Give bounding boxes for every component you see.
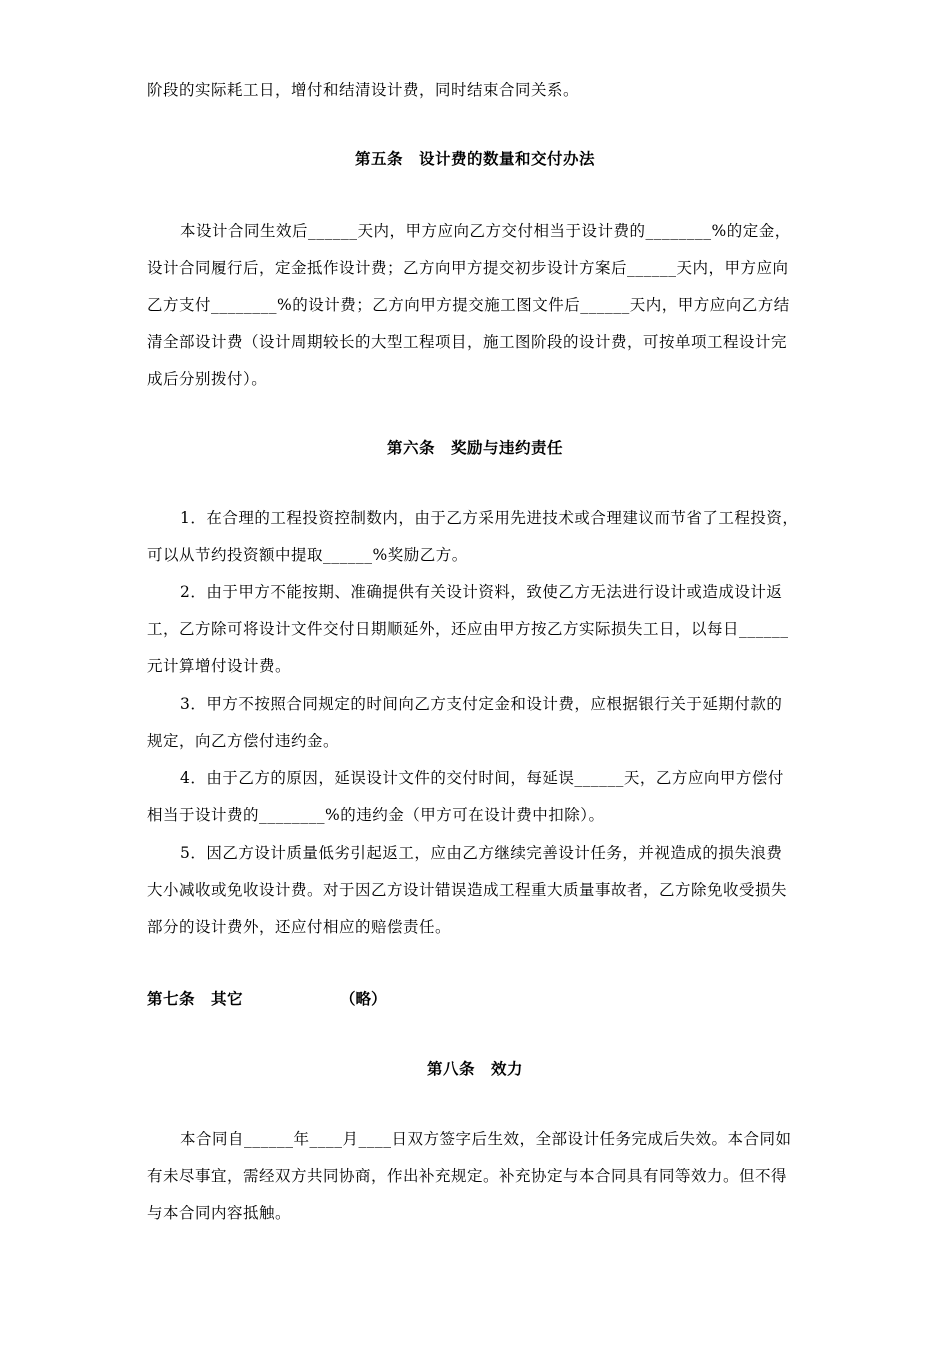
article-6-item-3-line-1: 3．甲方不按照合同规定的时间向乙方支付定金和设计费，应根据银行关于延期付款的 <box>180 695 783 713</box>
article-6-item-5-line-3: 部分的设计费外，还应付相应的赔偿责任。 <box>147 918 452 936</box>
article-7-title: 第七条 其它 <box>147 989 244 1008</box>
article-8-line-3: 与本合同内容抵触。 <box>147 1204 292 1222</box>
article-8-title: 第八条 效力 <box>426 1059 523 1078</box>
article-6-item-4-line-2: 相当于设计费的________%的违约金（甲方可在设计费中扣除）。 <box>147 806 605 824</box>
article-6-item-5-line-1: 5．因乙方设计质量低劣引起返工，应由乙方继续完善设计任务，并视造成的损失浪费 <box>180 844 783 862</box>
article-7-note: （略） <box>340 989 387 1008</box>
article-8-line-2: 有未尽事宜，需经双方共同协商，作出补充规定。补充协定与本合同具有同等效力。但不得 <box>147 1167 788 1185</box>
article-6-item-4-line-1: 4．由于乙方的原因，延误设计文件的交付时间，每延误______天，乙方应向甲方偿付 <box>180 769 784 787</box>
article-6-item-2-line-2: 工，乙方除可将设计文件交付日期顺延外，还应由甲方按乙方实际损失工日，以每日______ <box>147 620 789 638</box>
article-5-title: 第五条 设计费的数量和交付办法 <box>354 149 595 168</box>
article-5-line-3: 乙方支付________%的设计费；乙方向甲方提交施工图文件后______天内，甲方应向乙方结 <box>147 296 790 314</box>
article-8-line-1: 本合同自______年____月____日双方签字后生效，全部设计任务完成后失效。本合同如 <box>180 1130 792 1148</box>
article-6-title: 第六条 奖励与违约责任 <box>386 438 563 457</box>
article-6-item-2-line-1: 2．由于甲方不能按期、准确提供有关设计资料，致使乙方无法进行设计或造成设计返 <box>180 583 783 601</box>
article-5-line-1: 本设计合同生效后______天内，甲方应向乙方交付相当于设计费的________%的定金， <box>180 222 791 240</box>
article-6-item-3-line-2: 规定，向乙方偿付违约金。 <box>147 732 340 750</box>
continuation-text: 阶段的实际耗工日，增付和结清设计费，同时结束合同关系。 <box>147 81 580 99</box>
article-6-item-1-line-1: 1．在合理的工程投资控制数内，由于乙方采用先进技术或合理建议而节省了工程投资， <box>180 509 799 527</box>
article-5-line-5: 成后分别拨付）。 <box>147 370 268 388</box>
article-5-line-2: 设计合同履行后，定金抵作设计费；乙方向甲方提交初步设计方案后______天内，甲方应向 <box>147 259 789 277</box>
article-6-item-2-line-3: 元计算增付设计费。 <box>147 657 292 675</box>
article-6-item-1-line-2: 可以从节约投资额中提取______%奖励乙方。 <box>147 546 468 564</box>
article-5-line-4: 清全部设计费（设计周期较长的大型工程项目，施工图阶段的设计费，可按单项工程设计完 <box>147 333 788 351</box>
article-6-item-5-line-2: 大小减收或免收设计费。对于因乙方设计错误造成工程重大质量事故者，乙方除免收受损失 <box>147 881 788 899</box>
